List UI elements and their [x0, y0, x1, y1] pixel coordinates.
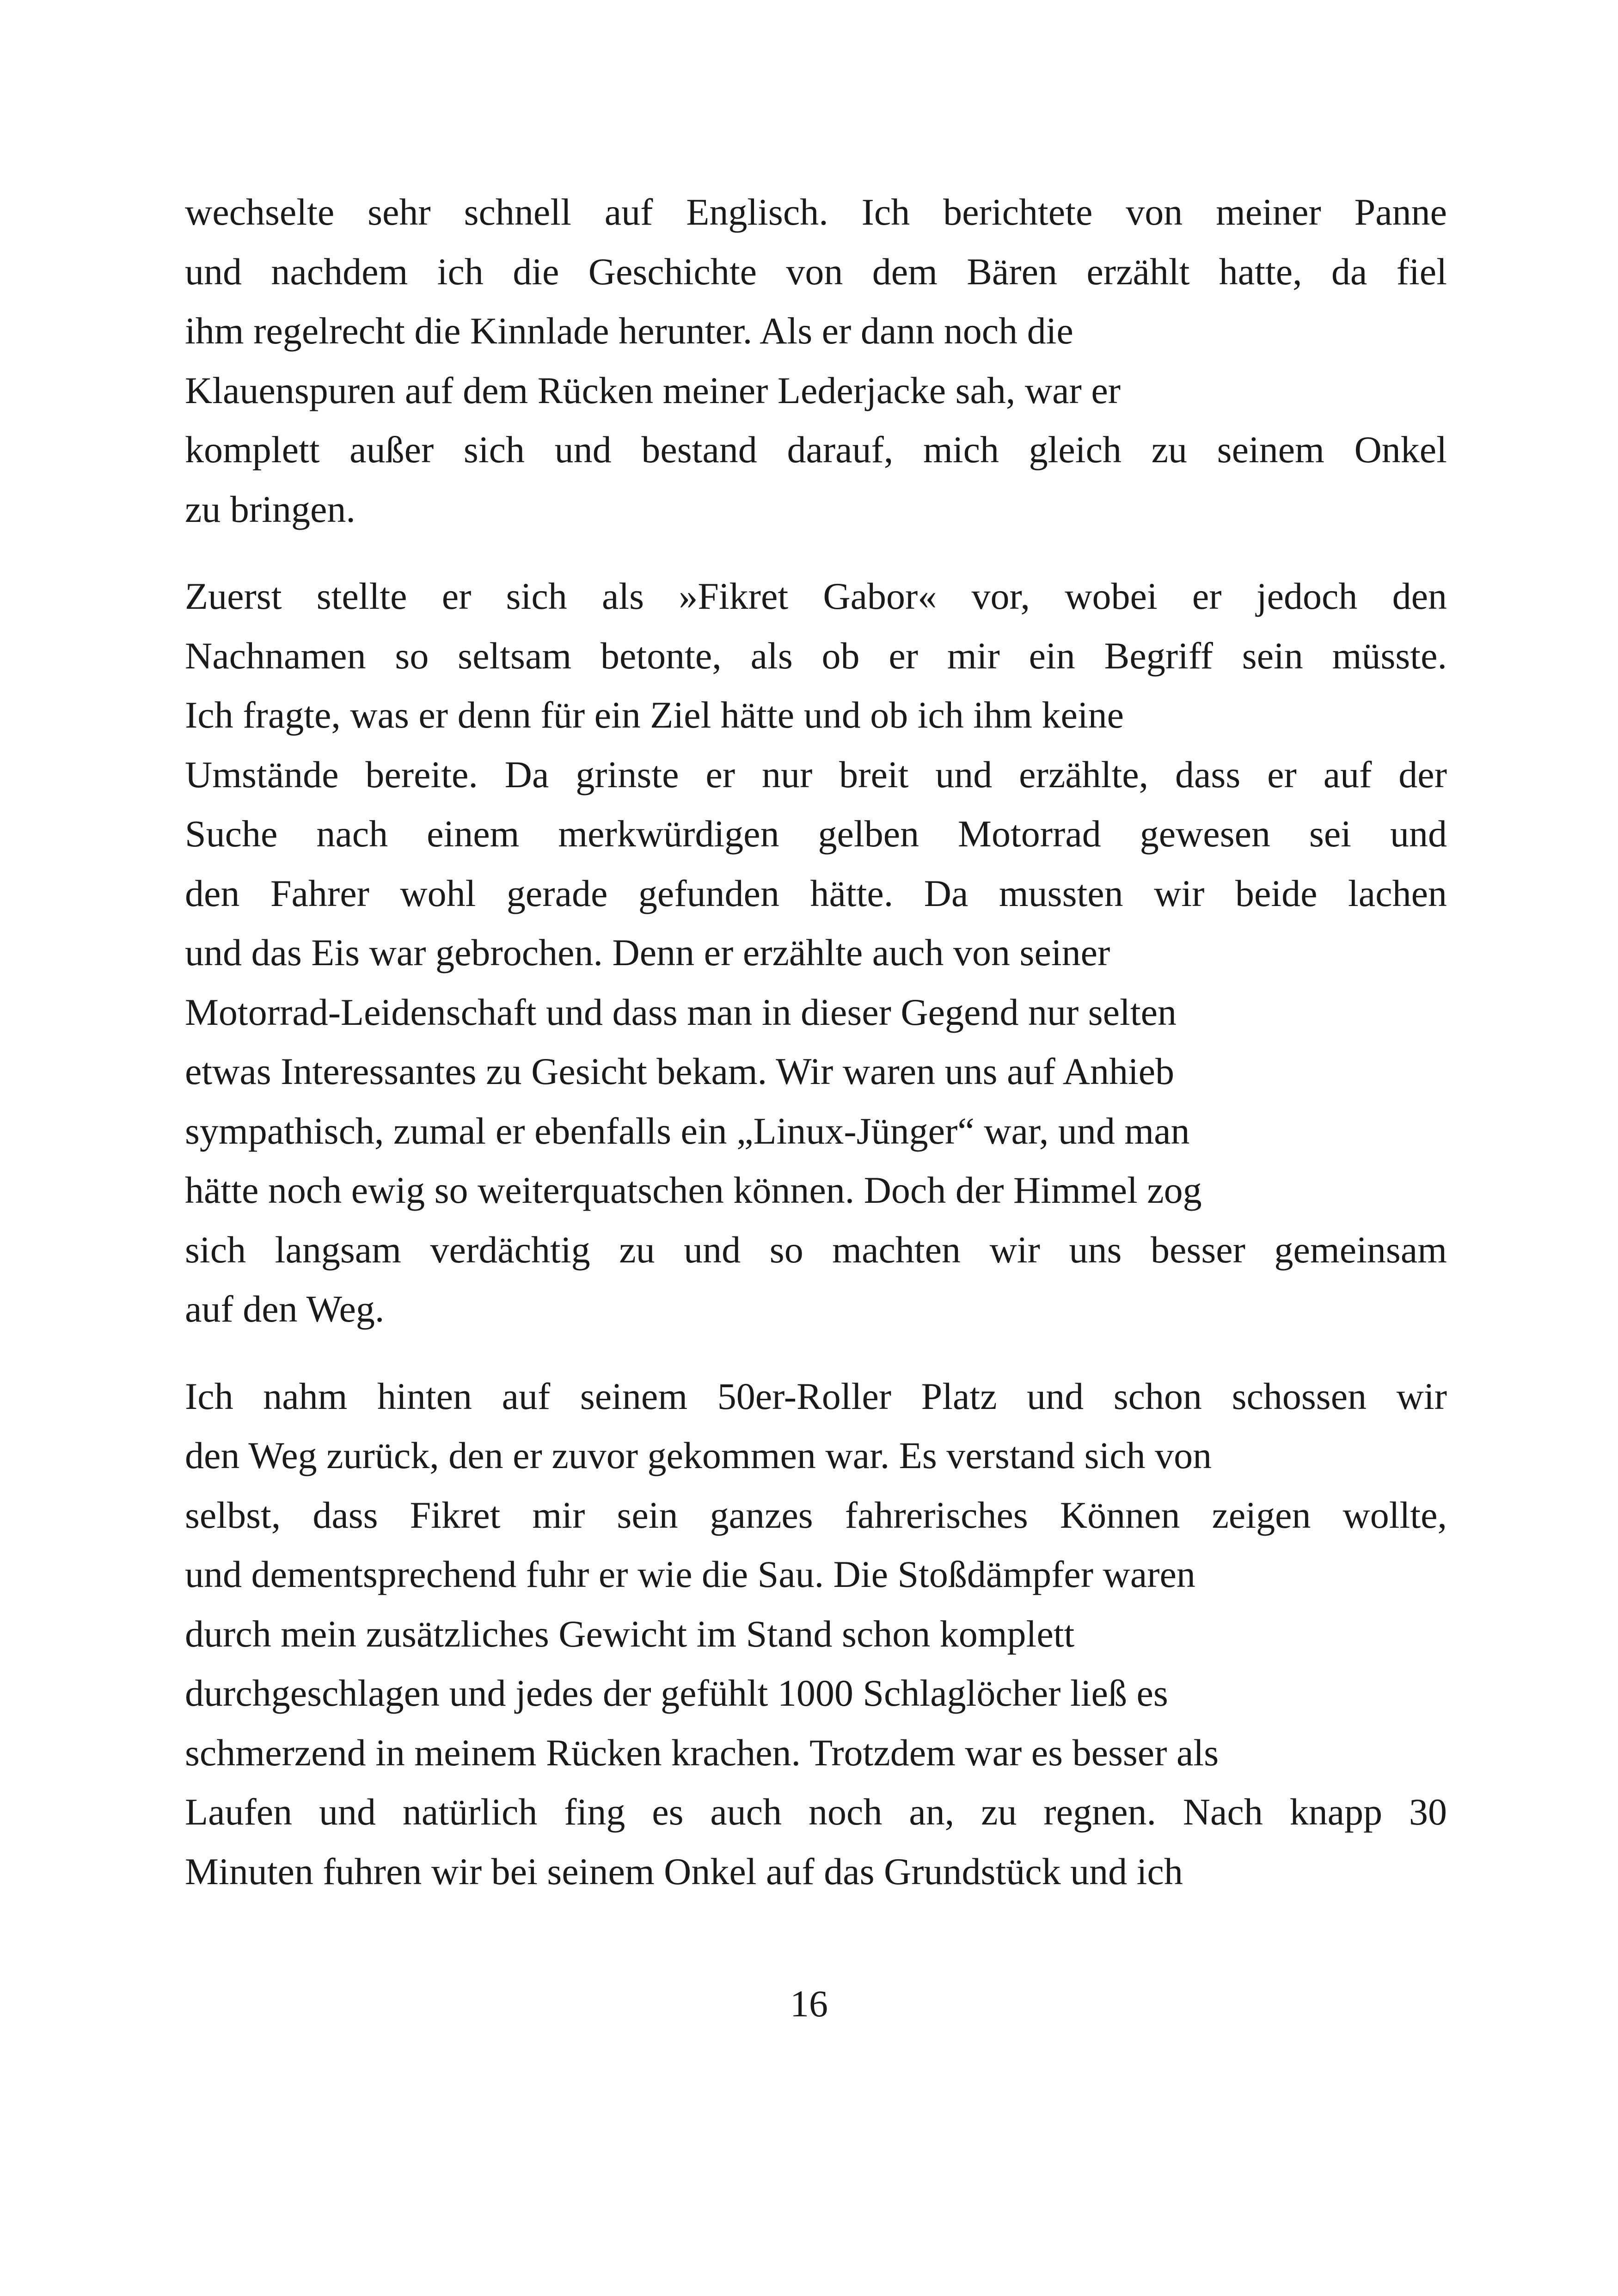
text-line: Ich nahm hinten auf seinem 50er-Roller Platz und schon schossen wir [185, 1375, 1447, 1417]
text-line: hätte noch ewig so weiterquatschen können. Doch der Himmel zog [185, 1169, 1202, 1211]
paragraph-spacer [185, 1339, 1447, 1367]
paragraph-spacer [185, 539, 1447, 567]
text-line: etwas Interessantes zu Gesicht bekam. Wir waren uns auf Anhieb [185, 1050, 1175, 1092]
text-line: ihm regelrecht die Kinnlade herunter. Als er dann noch die [185, 310, 1073, 352]
text-line: schmerzend in meinem Rücken krachen. Trotzdem war es besser als [185, 1731, 1219, 1774]
text-line: Umstände bereite. Da grinste er nur breit und erzählte, dass er auf der [185, 753, 1447, 796]
text-line: durch mein zusätzliches Gewicht im Stand schon komplett [185, 1612, 1075, 1655]
text-line: Laufen und natürlich fing es auch noch an, zu regnen. Nach knapp 30 [185, 1791, 1447, 1833]
body-text [185, 183, 1447, 1901]
text-line: sympathisch, zumal er ebenfalls ein „Linux-Jünger“ war, und man [185, 1109, 1190, 1152]
text-line: Klauenspuren auf dem Rücken meiner Lederjacke sah, war er [185, 369, 1121, 411]
page-number: 16 [790, 1983, 828, 2025]
text-line: durchgeschlagen und jedes der gefühlt 1000 Schlaglöcher ließ es [185, 1672, 1168, 1714]
paragraph-3 [185, 1367, 1447, 1902]
text-line: wechselte sehr schnell auf Englisch. Ich berichtete von meiner Panne [185, 191, 1447, 233]
paragraph-1 [185, 183, 1447, 539]
text-line: selbst, dass Fikret mir sein ganzes fahrerisches Können zeigen wollte, [185, 1494, 1447, 1536]
text-line: Suche nach einem merkwürdigen gelben Motorrad gewesen sei und [185, 813, 1447, 855]
text-line: Minuten fuhren wir bei seinem Onkel auf das Grundstück und ich [185, 1850, 1183, 1892]
text-line: und dementsprechend fuhr er wie die Sau. Die Stoßdämpfer waren [185, 1553, 1195, 1595]
text-line: Zuerst stellte er sich als »Fikret Gabor« vor, wobei er jedoch den [185, 575, 1447, 617]
text-line: den Fahrer wohl gerade gefunden hätte. Da mussten wir beide lachen [185, 872, 1447, 914]
text-line: zu bringen. [185, 488, 355, 530]
text-line: Ich fragte, was er denn für ein Ziel hätte und ob ich ihm keine [185, 694, 1124, 736]
text-line: auf den Weg. [185, 1288, 385, 1330]
text-line: den Weg zurück, den er zuvor gekommen war. Es verstand sich von [185, 1434, 1212, 1476]
text-line: sich langsam verdächtig zu und so machten wir uns besser gemeinsam [185, 1228, 1447, 1271]
text-line: komplett außer sich und bestand darauf, mich gleich zu seinem Onkel [185, 429, 1447, 471]
text-line: Motorrad-Leidenschaft und dass man in dieser Gegend nur selten [185, 991, 1177, 1033]
paragraph-2 [185, 567, 1447, 1339]
text-line: und das Eis war gebrochen. Denn er erzählte auch von seiner [185, 931, 1110, 974]
text-line: und nachdem ich die Geschichte von dem Bären erzählt hatte, da fiel [185, 250, 1447, 293]
text-line: Nachnamen so seltsam betonte, als ob er mir ein Begriff sein müsste. [185, 634, 1447, 677]
